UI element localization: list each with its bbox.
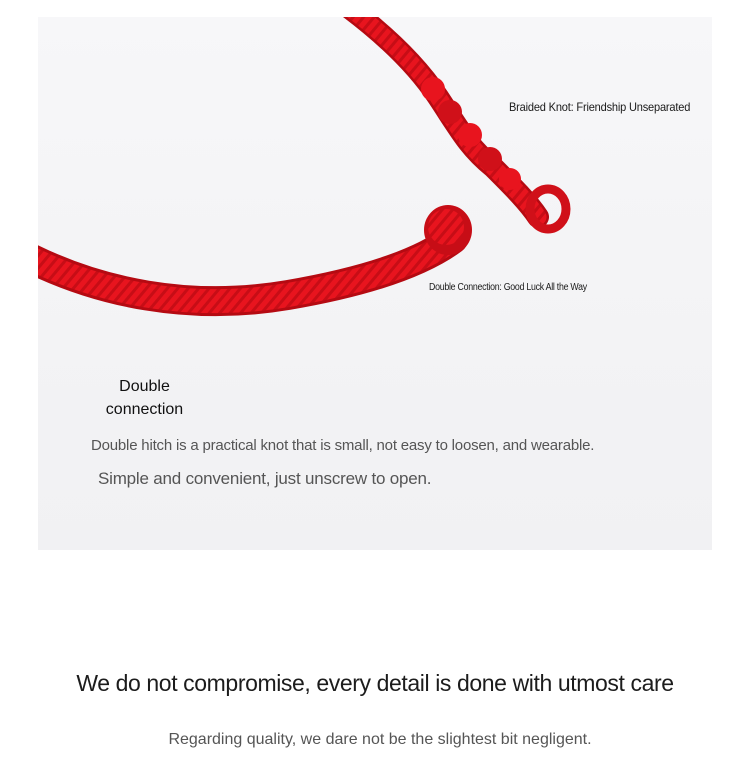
double-connection-title-line2: connection	[105, 401, 184, 418]
description-knot: Double hitch is a practical knot that is small, not easy to loosen, and wearable.	[91, 437, 595, 454]
double-connection-title	[88, 375, 201, 421]
product-photo	[38, 17, 712, 550]
description-open: Simple and convenient, just unscrew to open.	[98, 469, 432, 488]
quality-subline: Regarding quality, we dare not be the slightest bit negligent.	[168, 731, 592, 748]
quality-headline: We do not compromise, every detail is done with utmost care	[76, 670, 674, 696]
double-connection-label: Double Connection: Good Luck All the Way	[429, 282, 587, 293]
braided-knot-label: Braided Knot: Friendship Unseparated	[509, 100, 691, 114]
double-connection-title-line1: Double	[119, 378, 170, 395]
